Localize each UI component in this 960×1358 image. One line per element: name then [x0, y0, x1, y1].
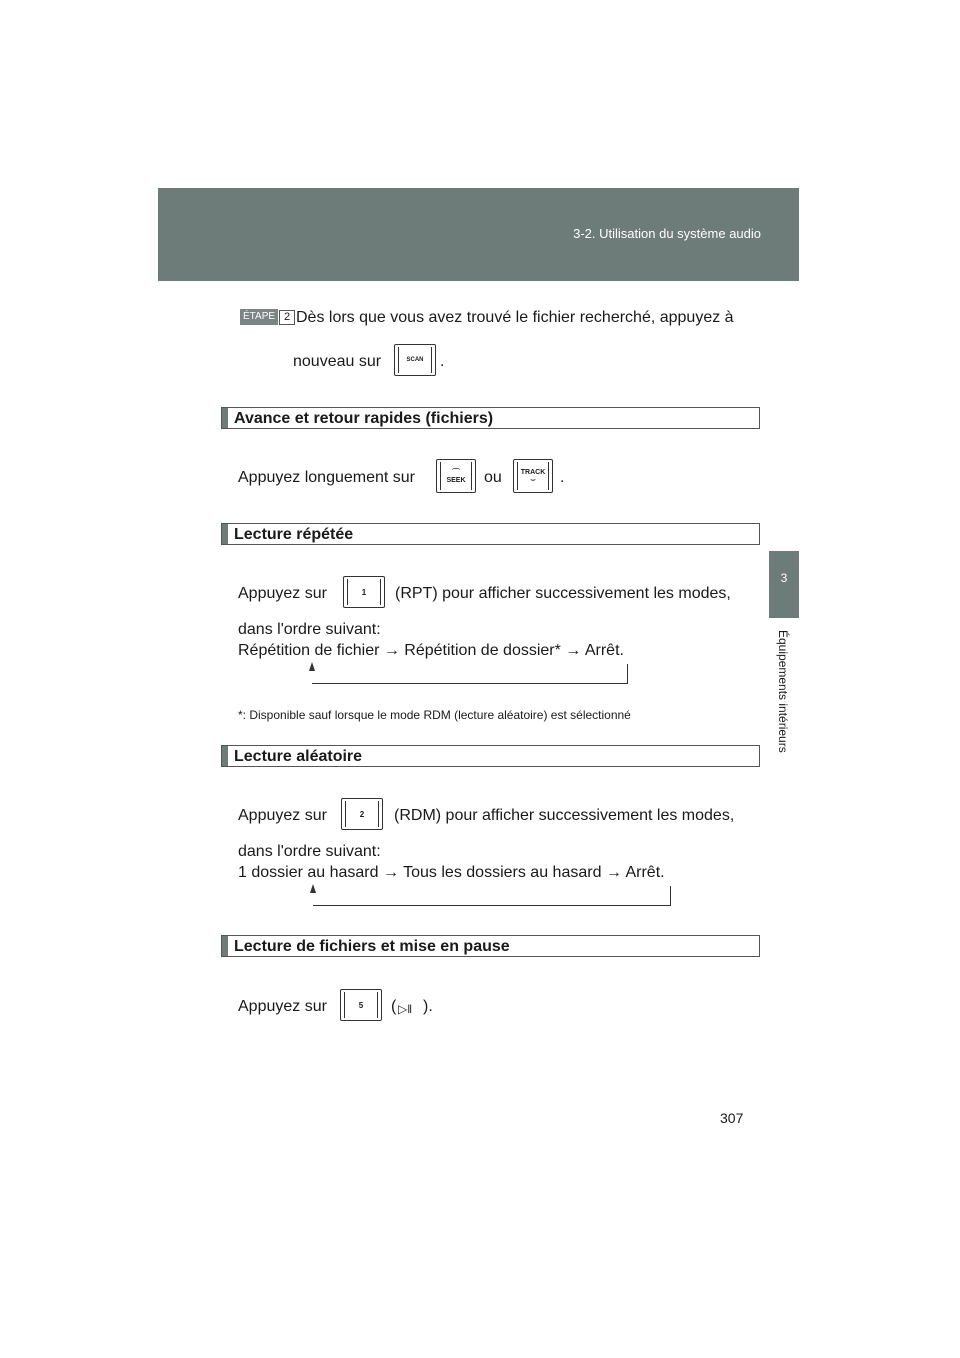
scan-button — [394, 344, 436, 376]
seek-button — [436, 459, 476, 493]
section-header-bar — [158, 188, 799, 281]
button-2-label: 2 — [359, 809, 365, 819]
section-heading-pause — [221, 935, 760, 957]
random-loop-arrow-icon — [310, 884, 316, 893]
section-title-pause: Lecture de fichiers et mise en pause — [234, 938, 510, 955]
section-title-random: Lecture aléatoire — [234, 748, 363, 765]
section-heading-random — [221, 745, 760, 767]
fast-text-before: Appuyez longuement sur — [238, 469, 415, 486]
seek-button-label: SEEK — [446, 476, 466, 484]
chapter-tab — [769, 551, 799, 618]
section-title-fast: Avance et retour rapides (fichiers) — [234, 410, 494, 427]
step-badge — [240, 309, 295, 325]
section-heading-fast — [221, 407, 760, 429]
repeat-footnote: *: Disponible sauf lorsque le mode RDM (lecture aléatoire) est sélectionné — [238, 708, 631, 722]
chapter-label: Équipements intérieurs — [776, 630, 790, 753]
button-2 — [341, 798, 383, 830]
random-line3: 1 dossier au hasard → Tous les dossiers au hasard → Arrêt. — [238, 864, 665, 881]
pause-text-open: ( — [391, 998, 397, 1015]
random-line2: dans l'ordre suivant: — [238, 843, 381, 860]
track-button — [513, 459, 553, 493]
step-text-line2-after: . — [440, 353, 445, 370]
section-title-repeat: Lecture répétée — [234, 526, 354, 543]
step-number: 2 — [279, 310, 295, 325]
step-text-line1: Dès lors que vous avez trouvé le fichier recherché, appuyez à — [296, 309, 734, 326]
random-text-after: (RDM) pour afficher successivement les modes, — [394, 807, 735, 824]
repeat-text-after: (RPT) pour afficher successivement les modes, — [395, 585, 731, 602]
play-pause-icon: ▷‖ — [398, 1002, 413, 1016]
step-label: ÉTAPE — [240, 309, 278, 325]
scan-button-label: SCAN — [406, 357, 424, 363]
button-5 — [340, 989, 382, 1021]
pause-text-close: ). — [423, 998, 433, 1015]
seek-arrow-icon: ⌒ — [452, 467, 460, 477]
repeat-loop-arrow-icon — [309, 662, 315, 671]
repeat-line2: dans l'ordre suivant: — [238, 621, 381, 638]
random-text-before: Appuyez sur — [238, 807, 327, 824]
button-1-label: 1 — [361, 587, 367, 597]
section-heading-repeat — [221, 523, 760, 545]
repeat-line3: Répétition de fichier → Répétition de dossier* → Arrêt. — [238, 642, 624, 659]
fast-text-middle: ou — [484, 469, 502, 486]
repeat-loop-bracket — [312, 664, 628, 684]
step-text-line2-before: nouveau sur — [293, 353, 382, 370]
repeat-text-before: Appuyez sur — [238, 585, 327, 602]
button-5-label: 5 — [358, 1000, 364, 1010]
button-1 — [343, 576, 385, 608]
chapter-number: 3 — [780, 571, 788, 585]
section-title: 3-2. Utilisation du système audio — [573, 226, 761, 241]
chapter-label-container — [770, 630, 798, 790]
track-button-label: TRACK — [520, 468, 546, 476]
track-arrow-icon: ⌣ — [530, 474, 536, 484]
pause-text-before: Appuyez sur — [238, 998, 327, 1015]
fast-text-after: . — [560, 469, 565, 486]
random-loop-bracket — [313, 886, 671, 906]
page-number: 307 — [720, 1110, 744, 1126]
